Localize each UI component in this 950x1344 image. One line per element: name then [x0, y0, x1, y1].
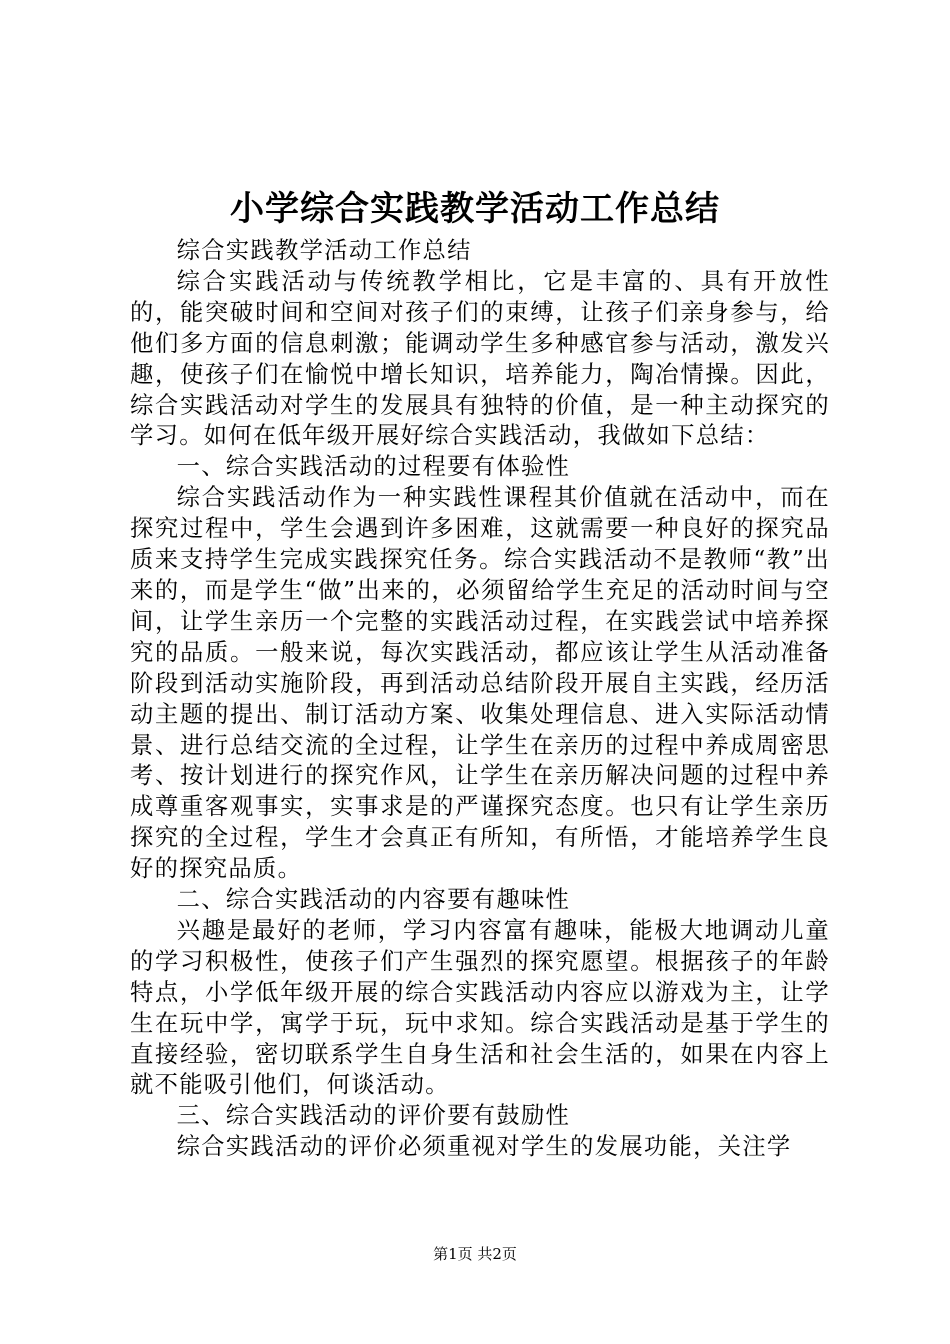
document-body — [130, 236, 830, 1163]
document-title: 小学综合实践教学活动工作总结 — [230, 189, 720, 229]
section-heading: 三、综合实践活动的评价要有鼓励性 — [176, 1102, 571, 1130]
body-paragraph: 综合实践活动作为一种实践性课程其价值就在活动中，而在探究过程中，学生会遇到许多困难，这就需要一种良好的探究品质来支持学生完成实践探究任务。综合实践活动不是教师“教”出来的，而是学生“做”出来的，必须留给学生充足的活动时间与空间，让学生亲历一个完整的实践活动过程，在实践尝试中培养探究的品质。一般来说，每次实践活动，都应该让学生从活动准备阶段到活动实施阶段，再到活动总结阶段开展自主实践，经历活动主题的提出、制订活动方案、收集处理信息、进入实际活动情景、进行总结交流的全过程，让学生在亲历的过程中养成周密思考、按计划进行的探究作风，让学生在亲历解决问题的过程中养成尊重客观事实，实事求是的严谨探究态度。也只有让学生亲历探究的全过程，学生才会真正有所知，有所悟，才能培养学生良好的探究品质。 — [130, 484, 830, 883]
section-heading: 一、综合实践活动的过程要有体验性 — [176, 453, 571, 481]
page-footer: 第1页 共2页 — [433, 1245, 517, 1263]
section-heading: 二、综合实践活动的内容要有趣味性 — [176, 886, 571, 914]
body-paragraph: 综合实践活动的评价必须重视对学生的发展功能，关注学 — [176, 1133, 792, 1161]
body-paragraph: 综合实践活动与传统教学相比，它是丰富的、具有开放性的，能突破时间和空间对孩子们的束缚，让孩子们亲身参与，给他们多方面的信息刺激；能调动学生多种感官参与活动，激发兴趣，使孩子们在愉悦中增长知识，培养能力，陶冶情操。因此，综合实践活动对学生的发展具有独特的价值，是一种主动探究的学习。如何在低年级开展好综合实践活动，我做如下总结： — [130, 267, 830, 450]
body-paragraph: 综合实践教学活动工作总结 — [176, 237, 472, 264]
body-paragraph: 兴趣是最好的老师，学习内容富有趣味，能极大地调动儿童的学习积极性，使孩子们产生强烈的探究愿望。根据孩子的年龄特点，小学低年级开展的综合实践活动内容应以游戏为主，让学生在玩中学，寓学于玩，玩中求知。综合实践活动是基于学生的直接经验，密切联系学生自身生活和社会生活的，如果在内容上就不能吸引他们，何谈活动。 — [130, 916, 830, 1099]
